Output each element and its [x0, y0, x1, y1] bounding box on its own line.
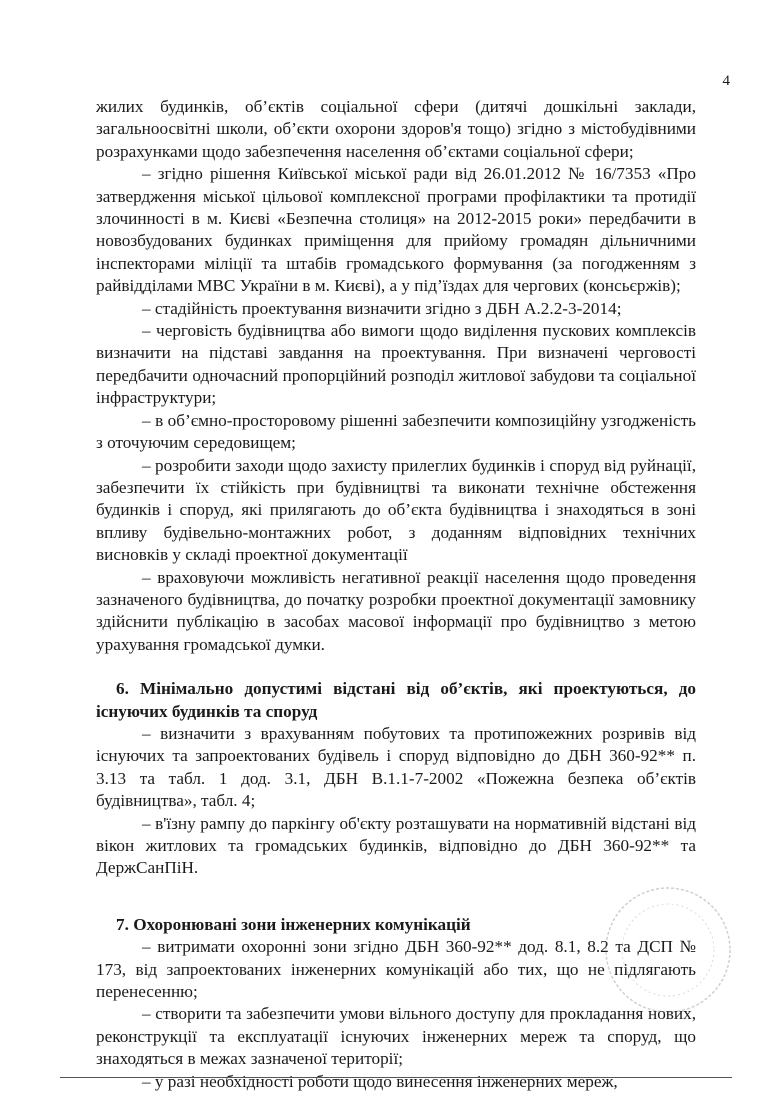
- list-item: – у разі необхідності роботи щодо винесення інженерних мереж,: [142, 1071, 618, 1091]
- stamp-seal: [588, 880, 748, 1020]
- page-number: 4: [722, 73, 730, 89]
- list-item: – згідно рішення Київської міської ради від 26.01.2012 № 16/7353 «Про затвердження міської цільової комплексної програми профілактики та протидії злочинності в м. Києві «Безпечна столиця» на 2012-2015 роки» передбачити в новозбудованих будинках приміщення для прийому громадян дільничними інспекторами міліції та штабів громадського формування (за погодженням з райвідділами МВС України в м. Києві), а у під’їздах для чергових (консьєржів);: [96, 164, 696, 296]
- section-6-heading: 6. Мінімально допустимі відстані від об’єктів, які проектуються, до існуючих будинків та споруд: [96, 679, 696, 721]
- list-item: – витримати охоронні зони згідно ДБН 360-92** дод. 8.1, 8.2 та ДСП № 173, від запроектованих інженерних комунікацій або тих, що не підлягають перенесенню;: [96, 937, 696, 1002]
- list-item: – враховуючи можливість негативної реакції населення щодо проведення зазначеного будівництва, до початку розробки проектної документації замовнику здійснити публікацію в засобах масової інформації про будівництво з метою урахування громадської думки.: [96, 567, 696, 654]
- list-item: – розробити заходи щодо захисту прилеглих будинків і споруд від руйнації, забезпечити їх стійкість при будівництві та виконати технічне обстеження будинків і споруд, які прилягають до об’єкта будівництва і знаходяться в зоні впливу будівельно-монтажних робот, з доданням відповідних технічних висновків у складі проектної документації: [96, 455, 696, 565]
- list-item: – визначити з врахуванням побутових та протипожежних розривів від існуючих та запроектованих будівель і споруд відповідно до ДБН 360-92** п. 3.13 та табл. 1 дод. 3.1, ДБН В.1.1-7-2002 «Пожежна безпека об’єктів будівництва», табл. 4;: [96, 723, 696, 811]
- list-item: – стадійність проектування визначити згідно з ДБН А.2.2-3-2014;: [142, 298, 622, 318]
- list-item: – черговість будівництва або вимоги щодо виділення пускових комплексів визначити на підставі завдання на проектування. При визначені черговості передбачити одночасний пропорційний розподіл житлової забудови та соціальної інфраструктури;: [96, 321, 696, 408]
- paragraph-continuation: жилих будинків, об’єктів соціальної сфери (дитячі дошкільні заклади, загальноосвітні школи, об’єкти охорони здоров'я тощо) згідно з містобудівними розрахунками щодо забезпечення населення об’єктами соціальної сфери;: [96, 97, 696, 161]
- section-7-heading: 7. Охоронювані зони інженерних комунікацій: [116, 914, 471, 934]
- list-item: – в об’ємно-просторовому рішенні забезпечити композиційну узгодженість з оточуючим середовищем;: [96, 410, 696, 453]
- list-item: – в'їзну рампу до паркінгу об'єкту розташувати на нормативній відстані від вікон житлових та громадських будинків, відповідно до ДБН 360-92** та ДержСанПіН.: [96, 813, 696, 878]
- list-item: – створити та забезпечити умови вільного доступу для прокладання нових, реконструкції та експлуатації існуючих інженерних мереж та споруд, що знаходяться в межах зазначеної території;: [96, 1004, 696, 1069]
- bottom-rule: [60, 1077, 732, 1078]
